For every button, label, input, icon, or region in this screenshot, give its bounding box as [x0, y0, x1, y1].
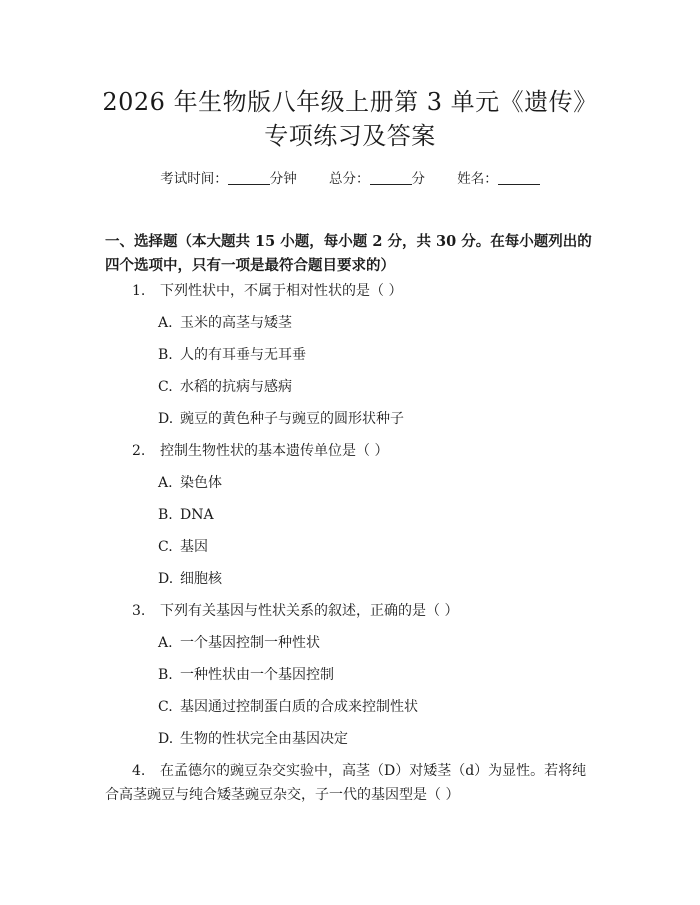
option-1a[interactable] [158, 313, 292, 333]
question-4 [105, 759, 600, 807]
option-2d[interactable] [158, 569, 222, 589]
option-text: 一个基因控制一种性状 [180, 635, 320, 651]
option-2b[interactable] [158, 505, 214, 525]
question-1 [132, 281, 402, 301]
question-number: 4. [132, 763, 146, 779]
option-text: DNA [180, 507, 214, 523]
student-name-blank[interactable] [498, 170, 540, 185]
total-score-unit: 分 [411, 171, 425, 187]
option-text: 玉米的高茎与矮茎 [180, 315, 292, 331]
option-letter: D. [158, 731, 174, 747]
question-text: 下列有关基因与性状关系的叙述，正确的是（ ） [160, 603, 459, 619]
option-text: 染色体 [180, 475, 222, 491]
exam-time-blank[interactable] [228, 170, 270, 185]
student-name-label: 姓名： [457, 171, 498, 187]
option-3c[interactable] [158, 697, 418, 717]
question-text: 下列性状中，不属于相对性状的是（ ） [160, 283, 403, 299]
option-1c[interactable] [158, 377, 292, 397]
question-number: 1. [132, 283, 146, 299]
option-letter: C. [158, 539, 173, 555]
option-letter: C. [158, 379, 173, 395]
option-letter: D. [158, 411, 174, 427]
question-number: 2. [132, 443, 146, 459]
option-text: 一种性状由一个基因控制 [180, 667, 334, 683]
question-2 [132, 441, 388, 461]
exam-info-bar [0, 169, 700, 189]
option-text: 水稻的抗病与感病 [180, 379, 292, 395]
option-3d[interactable] [158, 729, 348, 749]
option-1b[interactable] [158, 345, 306, 365]
section-heading: 一、选择题（本大题共 15 小题，每小题 2 分，共 30 分。在每小题列出的四个选项中，只有一项是最符合题目要求的） [105, 233, 592, 274]
option-letter: B. [158, 347, 173, 363]
option-text: 人的有耳垂与无耳垂 [180, 347, 306, 363]
option-text: 豌豆的黄色种子与豌豆的圆形状种子 [180, 411, 404, 427]
exam-time-field [160, 169, 297, 189]
option-letter: A. [158, 475, 173, 491]
option-letter: C. [158, 699, 173, 715]
total-score-label: 总分： [329, 171, 370, 187]
option-text: 细胞核 [180, 571, 222, 587]
option-1d[interactable] [158, 409, 404, 429]
option-letter: A. [158, 635, 173, 651]
option-text: 基因 [180, 539, 208, 555]
option-3a[interactable] [158, 633, 320, 653]
exam-time-label: 考试时间： [160, 171, 228, 187]
question-number: 3. [132, 603, 146, 619]
option-text: 生物的性状完全由基因决定 [180, 731, 348, 747]
option-letter: B. [158, 507, 173, 523]
option-text: 基因通过控制蛋白质的合成来控制性状 [180, 699, 418, 715]
option-letter: B. [158, 667, 173, 683]
option-3b[interactable] [158, 665, 334, 685]
question-text: 在孟德尔的豌豆杂交实验中，高茎（D）对矮茎（d）为显性。若将纯合高茎豌豆与纯合矮茎豌豆杂交，子一代的基因型是（ ） [105, 763, 587, 803]
page-title: 2026 年生物版八年级上册第 3 单元《遗传》 [102, 88, 598, 116]
option-letter: D. [158, 571, 174, 587]
question-text: 控制生物性状的基本遗传单位是（ ） [160, 443, 389, 459]
student-name-field [457, 169, 540, 189]
option-letter: A. [158, 315, 173, 331]
question-3 [132, 601, 458, 621]
option-2a[interactable] [158, 473, 222, 493]
exam-time-unit: 分钟 [269, 171, 297, 187]
option-2c[interactable] [158, 537, 208, 557]
total-score-field [329, 169, 425, 189]
page-subtitle: 专项练习及答案 [264, 122, 436, 150]
total-score-blank[interactable] [370, 170, 412, 185]
